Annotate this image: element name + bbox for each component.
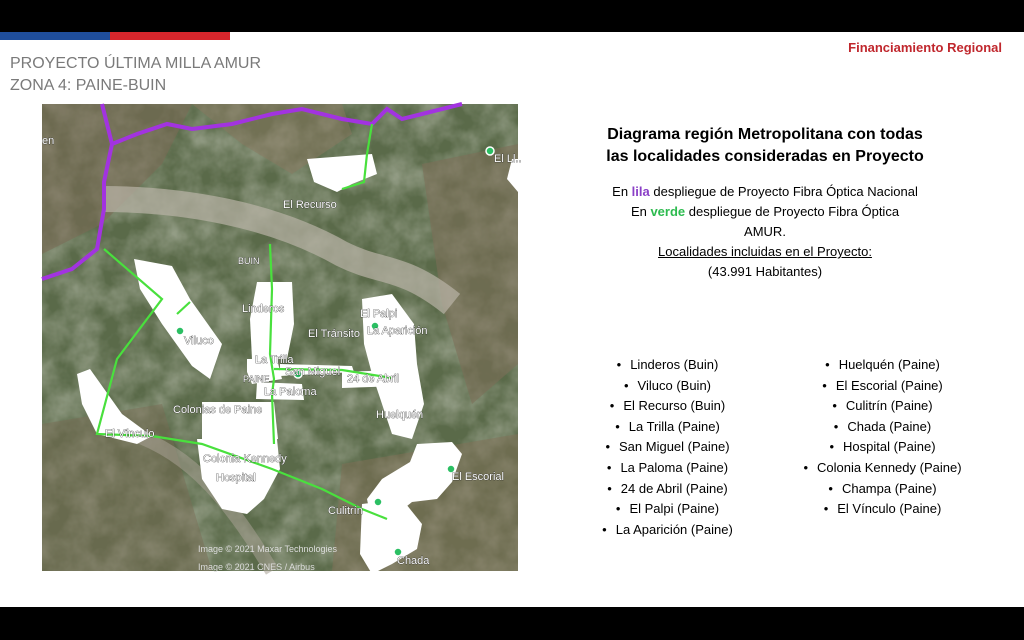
chile-flag-bar (0, 32, 230, 40)
map-label-la-aparicion: La Aparición (367, 325, 428, 337)
localities-columns (560, 355, 990, 540)
list-item: • Huelquén (Paine) (775, 355, 990, 376)
map-credit-1: Image © 2021 Maxar Technologies (198, 544, 338, 554)
map-label-hospital: Hospital (216, 472, 256, 484)
legend-verde-post: despliegue de Proyecto Fibra Óptica AMUR. (685, 204, 900, 239)
map-label-24-abril: 24 de Abril (347, 373, 399, 385)
marker-cultrin (374, 498, 382, 506)
legend-lila (610, 182, 920, 202)
legend-lila-pre: En (612, 184, 632, 199)
list-item: • Viluco (Buin) (560, 376, 775, 397)
map-label-linderos: Linderos (242, 303, 285, 315)
legend-verde-word: verde (650, 204, 686, 219)
map-label-buin: BUIN (238, 256, 260, 266)
map-label-colonias-paine: Colonias de Paine (173, 404, 263, 416)
list-item: • El Escorial (Paine) (775, 376, 990, 397)
localities-title: Localidades incluidas en el Proyecto: (658, 244, 872, 259)
legend-lila-word: lila (631, 184, 650, 199)
map-label-el-escorial: El Escorial (452, 471, 504, 483)
list-item: • Hospital (Paine) (775, 437, 990, 458)
map-label-el-vinculo: El Vínculo (105, 428, 155, 440)
list-item: • El Recurso (Buin) (560, 396, 775, 417)
list-item: • La Trilla (Paine) (560, 417, 775, 438)
brand-label: Financiamiento Regional (848, 40, 1002, 55)
title-line-1: PROYECTO ÚLTIMA MILLA AMUR (10, 55, 262, 72)
map-label-el-transito: El Tránsito (308, 328, 360, 340)
localities-right (775, 355, 990, 540)
map-label-paine: PAINE (243, 374, 270, 384)
map-label-chada: Chada (397, 555, 430, 567)
info-panel (540, 124, 990, 282)
map-label-edge: en (42, 135, 55, 147)
list-item: • La Aparición (Paine) (560, 520, 775, 541)
legend-verde-pre: En (630, 204, 651, 219)
list-item: • Culitrín (Paine) (775, 396, 990, 417)
map-label-colonia-kennedy: Colonia Kennedy (203, 453, 287, 465)
list-item: • El Vínculo (Paine) (775, 499, 990, 520)
map-label-el-recurso: El Recurso (283, 199, 337, 211)
list-item: • Chada (Paine) (775, 417, 990, 438)
flag-blue-stripe (0, 32, 110, 40)
flag-red-stripe (110, 32, 230, 40)
map-label-la-paloma: La Paloma (264, 386, 317, 398)
map-label-huelquen: Huelquén (376, 409, 424, 421)
panel-heading: Diagrama región Metropolitana con todas las localidades consideradas en Proyecto (606, 126, 924, 165)
list-item: • Linderos (Buin) (560, 355, 775, 376)
legend-verde (610, 202, 920, 242)
map-credit-2: Image © 2021 CNES / Airbus (198, 562, 315, 572)
localities-left (560, 355, 775, 540)
legend-lila-post: despliegue de Proyecto Fibra Óptica Nacional (649, 184, 918, 199)
page-title (10, 53, 261, 97)
habitantes-count: (43.991 Habitantes) (707, 264, 823, 279)
list-item: • El Palpi (Paine) (560, 499, 775, 520)
map-label-cultrin: Culitrín (328, 505, 363, 517)
marker-el-ll (486, 147, 494, 155)
list-item: • La Paloma (Paine) (560, 458, 775, 479)
list-item: • Colonia Kennedy (Paine) (775, 458, 990, 479)
map-label-san-miguel: San Miguel (285, 366, 341, 378)
list-item: • Champa (Paine) (775, 479, 990, 500)
legend (540, 182, 990, 282)
map-label-viluco: Viluco (184, 335, 214, 347)
satellite-map (42, 104, 522, 572)
map-label-el-palpi: El Palpi (360, 308, 398, 320)
title-line-2: ZONA 4: PAINE-BUIN (10, 77, 167, 94)
list-item: • 24 de Abril (Paine) (560, 479, 775, 500)
map-label-el-ll: El Ll.. (494, 153, 522, 165)
map-label-la-trilla: La Trilla (255, 354, 294, 366)
marker-viluco (176, 327, 184, 335)
list-item: • San Miguel (Paine) (560, 437, 775, 458)
slide (0, 32, 1024, 607)
map-svg (42, 104, 522, 572)
